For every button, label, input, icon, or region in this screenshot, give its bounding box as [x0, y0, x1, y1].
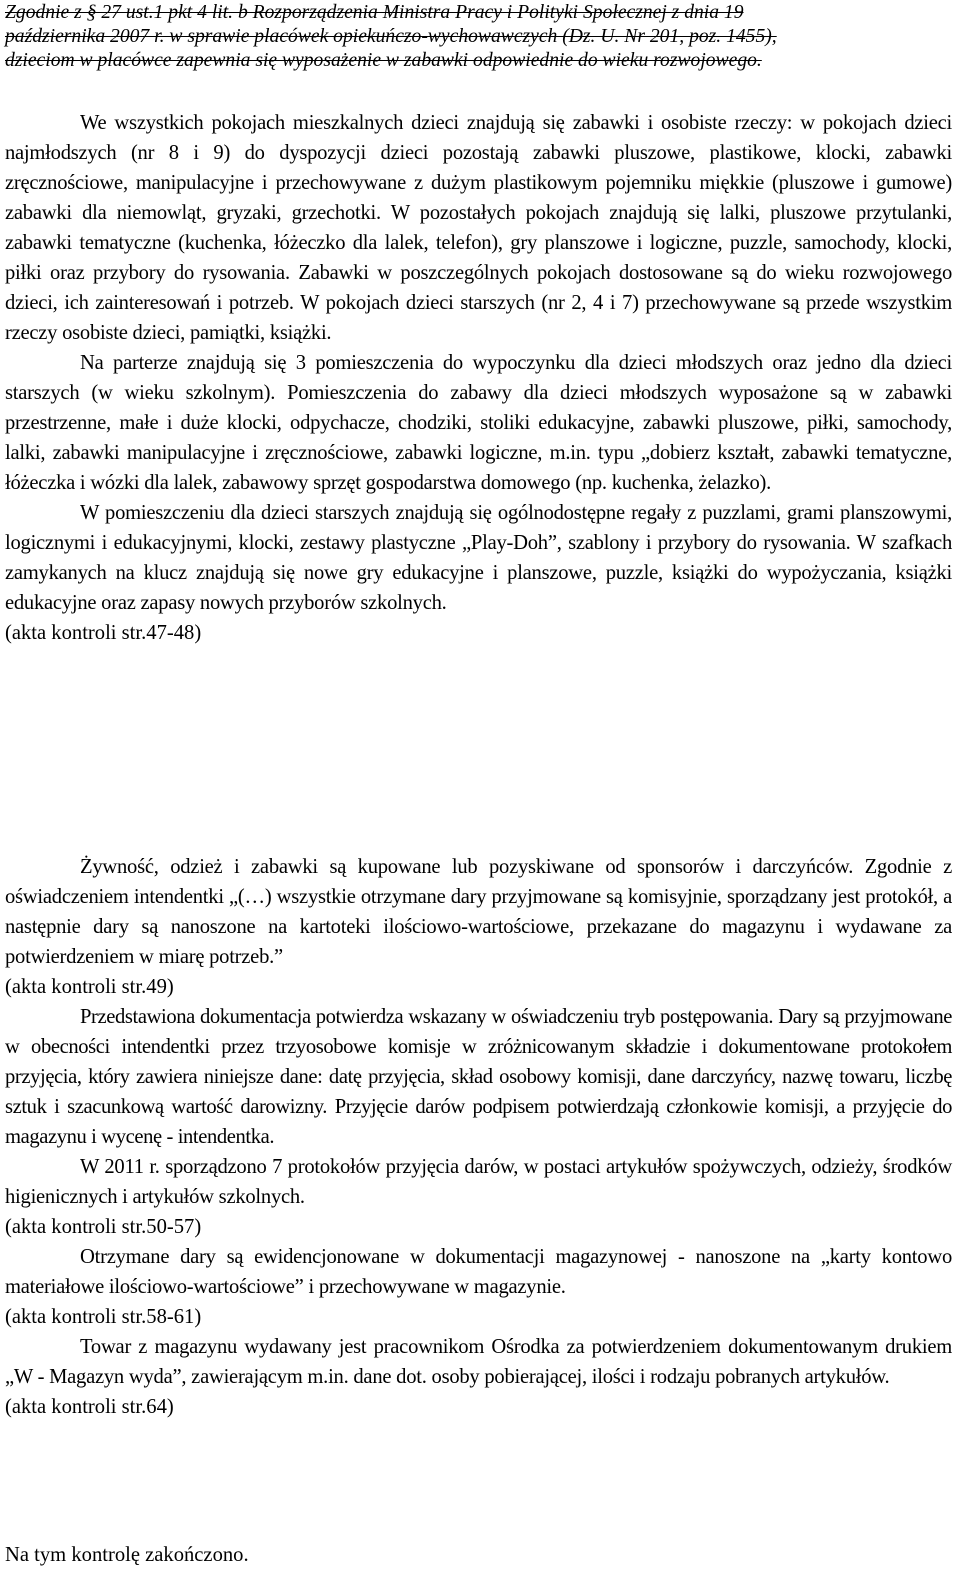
- older-children-room-paragraph: W pomieszczeniu dla dzieci starszych znajdują się ogólnodostępne regały z puzzlami, grami planszowymi, logicznymi i edukacyjnymi, klocki, zestawy plastyczne „Play-Doh”, szablony i przybory do rysowania. W szafkach zamykanych na klucz znajdują się nowe gry edukacyjne i planszowe, puzzle, książki do wypożyczania, książki edukacyjne oraz zapasy nowych przyborów szkolnych.: [5, 502, 952, 614]
- donations-paragraph: Żywność, odzież i zabawki są kupowane lub pozyskiwane od sponsorów i darczyńców. Zgodnie z oświadczeniem intendentki „(…) wszystkie otrzymane dary przyjmowane są komisyjnie, sporządzany jest protokół, a następnie dary są nanoszone na kartoteki ilościowo-wartościowe, przekazane do magazynu i wydawane za potwierdzeniem w miarę potrzeb.”: [5, 856, 952, 968]
- documentation-paragraph: Przedstawiona dokumentacja potwierdza wskazany w oświadczeniu tryb postępowania. Dary są przyjmowane w obecności intendentki przez trzyosobowe komisje w zróżnicowanym składzie i dokumentowane protokołem przyjęcia, który zawiera niniejsze dane: datę przyjęcia, skład osobowy komisji, dane darczyńcy, nazwę towaru, liczbę sztuk i szacunkową wartość darowizny. Przyjęcie darów podpisem potwierdzają członkowie komisji, a przyjęcie do magazynu i wycenę - intendentka.: [5, 1006, 952, 1148]
- closing-statement: Na tym kontrolę zakończono.: [5, 1544, 249, 1566]
- donations-section: [5, 852, 952, 1422]
- audit-reference: (akta kontroli str.47-48): [5, 622, 202, 644]
- audit-reference: (akta kontroli str.50-57): [5, 1216, 202, 1238]
- protocols-paragraph: W 2011 r. sporządzono 7 protokołów przyjęcia darów, w postaci artykułów spożywczych, odzieży, środków higienicznych i artykułów szkolnych.: [5, 1156, 952, 1208]
- header-line: Zgodnie z § 27 ust.1 pkt 4 lit. b Rozporządzenia Ministra Pracy i Polityki Społecznej z dnia 19: [5, 2, 744, 23]
- audit-reference: (akta kontroli str.49): [5, 976, 174, 998]
- header-line: października 2007 r. w sprawie placówek opiekuńczo-wychowawczych (Dz. U. Nr 201, poz. 1455),: [5, 26, 777, 47]
- toys-rooms-paragraph: We wszystkich pokojach mieszkalnych dzieci znajdują się zabawki i osobiste rzeczy: w pokojach dzieci najmłodszych (nr 8 i 9) do dyspozycji dzieci pozostają zabawki pluszowe, plastikowe, klocki, zabawki zręcznościowe, manipulacyjne i przechowywane z dużym plastikowym pojemniku miękkie (pluszowe i gumowe) zabawki dla niemowląt, gryzaki, grzechotki. W pozostałych pokojach znajdują się lalki, pluszowe przytulanki, zabawki tematyczne (kuchenka, łóżeczko dla lalek, telefon), gry planszowe i logiczne, puzzle, samochody, klocki, piłki oraz przybory do rysowania. Zabawki w poszczególnych pokojach dostosowane są do wieku rozwojowego dzieci, ich zainteresowań i potrzeb. W pokojach dzieci starszych (nr 2, 4 i 7) przechowywane są przede wszystkim rzeczy osobiste dzieci, pamiątki, książki.: [5, 112, 952, 344]
- legal-basis-header: [5, 1, 957, 73]
- warehouse-paragraph: Towar z magazynu wydawany jest pracownikom Ośrodka za potwierdzeniem dokumentowanym drukiem „W - Magazyn wyda”, zawierającym m.in. dane dot. osoby pobierającej, ilości i rodzaju pobranych artykułów.: [5, 1336, 952, 1388]
- toys-section: [5, 108, 952, 648]
- ground-floor-paragraph: Na parterze znajdują się 3 pomieszczenia do wypoczynku dla dzieci młodszych oraz jedno dla dzieci starszych (w wieku szkolnym). Pomieszczenia do zabawy dla dzieci młodszych wyposażone są w zabawki przestrzenne, małe i duże klocki, odpychacze, chodziki, stoliki edukacyjne, zabawki pluszowe, piłki, samochody, lalki, zabawki manipulacyjne i zręcznościowe, zabawki logiczne, m.in. typu „dobierz kształt, zabawki tematyczne, łóżeczka i wózki dla lalek, zabawowy sprzęt gospodarstwa domowego (np. kuchenka, żelazko).: [5, 352, 952, 494]
- header-line: dzieciom w placówce zapewnia się wyposażenie w zabawki odpowiednie do wieku rozwojowego.: [5, 50, 762, 71]
- audit-reference: (akta kontroli str.64): [5, 1396, 174, 1418]
- audit-reference: (akta kontroli str.58-61): [5, 1306, 202, 1328]
- inventory-paragraph: Otrzymane dary są ewidencjonowane w dokumentacji magazynowej - nanoszone na „karty kontowo materiałowe ilościowo-wartościowe” i przechowywane w magazynie.: [5, 1246, 952, 1298]
